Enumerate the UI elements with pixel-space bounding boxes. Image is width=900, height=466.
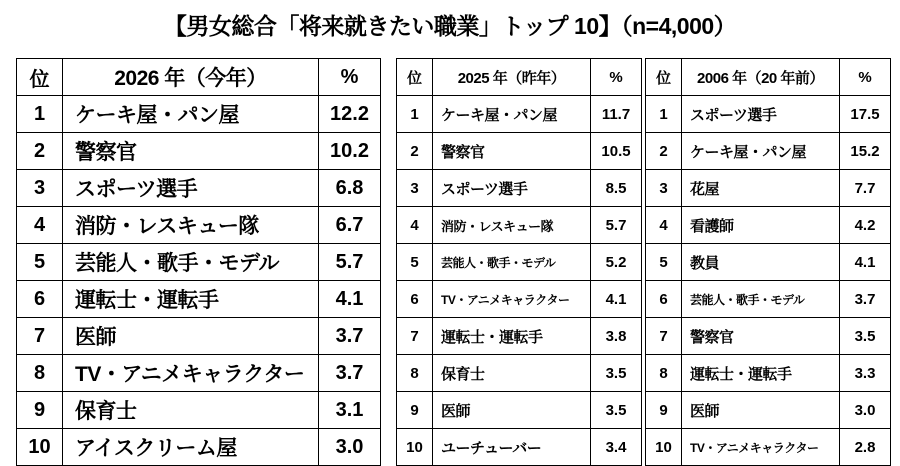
header-pct: %	[840, 59, 891, 96]
cell-rank: 6	[646, 281, 682, 318]
table-row	[17, 355, 381, 392]
cell-rank: 9	[397, 392, 433, 429]
table-row	[397, 355, 642, 392]
cell-rank: 8	[397, 355, 433, 392]
table-row	[646, 244, 891, 281]
table-row	[397, 207, 642, 244]
cell-job: 医師	[433, 392, 591, 429]
cell-rank: 2	[646, 133, 682, 170]
cell-pct: 8.5	[591, 170, 642, 207]
table-row	[17, 281, 381, 318]
cell-pct: 3.8	[591, 318, 642, 355]
cell-job: 運転士・運転手	[682, 355, 840, 392]
cell-pct: 3.1	[319, 392, 381, 429]
cell-rank: 10	[17, 429, 63, 466]
cell-pct: 5.7	[319, 244, 381, 281]
cell-job: 花屋	[682, 170, 840, 207]
cell-pct: 10.5	[591, 133, 642, 170]
cell-job: ケーキ屋・パン屋	[63, 96, 319, 133]
header-year: 2026 年（今年）	[63, 59, 319, 96]
table-row	[397, 96, 642, 133]
cell-pct: 15.2	[840, 133, 891, 170]
table-row	[646, 318, 891, 355]
cell-job: 保育士	[433, 355, 591, 392]
cell-pct: 3.3	[840, 355, 891, 392]
header-year: 2025 年（昨年）	[433, 59, 591, 96]
cell-rank: 10	[397, 429, 433, 466]
cell-job: ケーキ屋・パン屋	[682, 133, 840, 170]
cell-rank: 5	[646, 244, 682, 281]
cell-rank: 1	[646, 96, 682, 133]
cell-pct: 6.8	[319, 170, 381, 207]
cell-job: アイスクリーム屋	[63, 429, 319, 466]
cell-rank: 8	[17, 355, 63, 392]
cell-rank: 4	[397, 207, 433, 244]
cell-pct: 10.2	[319, 133, 381, 170]
cell-pct: 17.5	[840, 96, 891, 133]
cell-job: 警察官	[682, 318, 840, 355]
cell-job: 医師	[682, 392, 840, 429]
table-row	[646, 96, 891, 133]
header-rank: 位	[397, 59, 433, 96]
page-title: 【男女総合「将来就きたい職業」トップ 10】（n=4,000）	[163, 13, 737, 39]
table-row	[397, 318, 642, 355]
table-row	[17, 392, 381, 429]
cell-job: 消防・レスキュー隊	[433, 207, 591, 244]
table-row	[397, 133, 642, 170]
cell-job: 医師	[63, 318, 319, 355]
header-year: 2006 年（20 年前）	[682, 59, 840, 96]
cell-rank: 7	[646, 318, 682, 355]
cell-pct: 3.7	[319, 318, 381, 355]
cell-job: 芸能人・歌手・モデル	[63, 244, 319, 281]
cell-rank: 6	[17, 281, 63, 318]
table-row	[646, 355, 891, 392]
table-header-row	[397, 59, 642, 96]
cell-job: 教員	[682, 244, 840, 281]
table-row	[646, 133, 891, 170]
cell-pct: 4.1	[319, 281, 381, 318]
table-row	[397, 281, 642, 318]
ranking-table-2025	[396, 58, 642, 466]
cell-job: ケーキ屋・パン屋	[433, 96, 591, 133]
cell-pct: 3.7	[319, 355, 381, 392]
cell-job: TV・アニメキャラクター	[682, 429, 840, 466]
cell-rank: 2	[17, 133, 63, 170]
table-header-row	[17, 59, 381, 96]
header-pct: %	[591, 59, 642, 96]
cell-job: 警察官	[433, 133, 591, 170]
cell-rank: 1	[17, 96, 63, 133]
cell-pct: 3.7	[840, 281, 891, 318]
table-row	[17, 170, 381, 207]
cell-pct: 4.1	[840, 244, 891, 281]
table-row	[646, 207, 891, 244]
header-rank: 位	[17, 59, 63, 96]
cell-pct: 11.7	[591, 96, 642, 133]
cell-job: 警察官	[63, 133, 319, 170]
table-row	[17, 96, 381, 133]
cell-rank: 8	[646, 355, 682, 392]
cell-pct: 5.2	[591, 244, 642, 281]
cell-job: ユーチューバー	[433, 429, 591, 466]
cell-pct: 2.8	[840, 429, 891, 466]
table-row	[17, 207, 381, 244]
cell-rank: 5	[397, 244, 433, 281]
cell-pct: 4.2	[840, 207, 891, 244]
cell-rank: 4	[646, 207, 682, 244]
cell-rank: 3	[17, 170, 63, 207]
cell-pct: 3.5	[591, 355, 642, 392]
table-row	[17, 318, 381, 355]
cell-rank: 4	[17, 207, 63, 244]
table-row	[646, 392, 891, 429]
cell-job: 看護師	[682, 207, 840, 244]
cell-pct: 5.7	[591, 207, 642, 244]
table-header-row	[646, 59, 891, 96]
ranking-table-2026	[16, 58, 381, 466]
cell-rank: 3	[397, 170, 433, 207]
cell-job: 運転士・運転手	[63, 281, 319, 318]
ranking-table-2006	[645, 58, 891, 466]
cell-job: スポーツ選手	[433, 170, 591, 207]
cell-rank: 10	[646, 429, 682, 466]
cell-job: スポーツ選手	[682, 96, 840, 133]
cell-pct: 3.0	[840, 392, 891, 429]
cell-job: 芸能人・歌手・モデル	[433, 244, 591, 281]
cell-job: スポーツ選手	[63, 170, 319, 207]
cell-pct: 12.2	[319, 96, 381, 133]
cell-pct: 4.1	[591, 281, 642, 318]
header-rank: 位	[646, 59, 682, 96]
cell-pct: 3.5	[840, 318, 891, 355]
cell-rank: 7	[17, 318, 63, 355]
cell-rank: 6	[397, 281, 433, 318]
cell-rank: 9	[646, 392, 682, 429]
cell-job: TV・アニメキャラクター	[63, 355, 319, 392]
table-row	[646, 170, 891, 207]
cell-job: 運転士・運転手	[433, 318, 591, 355]
table-row	[17, 133, 381, 170]
table-row	[646, 281, 891, 318]
table-row	[397, 244, 642, 281]
cell-pct: 3.0	[319, 429, 381, 466]
cell-rank: 5	[17, 244, 63, 281]
cell-pct: 6.7	[319, 207, 381, 244]
cell-pct: 3.4	[591, 429, 642, 466]
cell-rank: 2	[397, 133, 433, 170]
cell-rank: 9	[17, 392, 63, 429]
cell-job: 芸能人・歌手・モデル	[682, 281, 840, 318]
cell-rank: 1	[397, 96, 433, 133]
cell-rank: 3	[646, 170, 682, 207]
cell-pct: 7.7	[840, 170, 891, 207]
cell-pct: 3.5	[591, 392, 642, 429]
cell-job: TV・アニメキャラクター	[433, 281, 591, 318]
table-row	[397, 170, 642, 207]
cell-rank: 7	[397, 318, 433, 355]
cell-job: 消防・レスキュー隊	[63, 207, 319, 244]
header-pct: %	[319, 59, 381, 96]
cell-job: 保育士	[63, 392, 319, 429]
table-row	[397, 392, 642, 429]
table-row	[17, 244, 381, 281]
